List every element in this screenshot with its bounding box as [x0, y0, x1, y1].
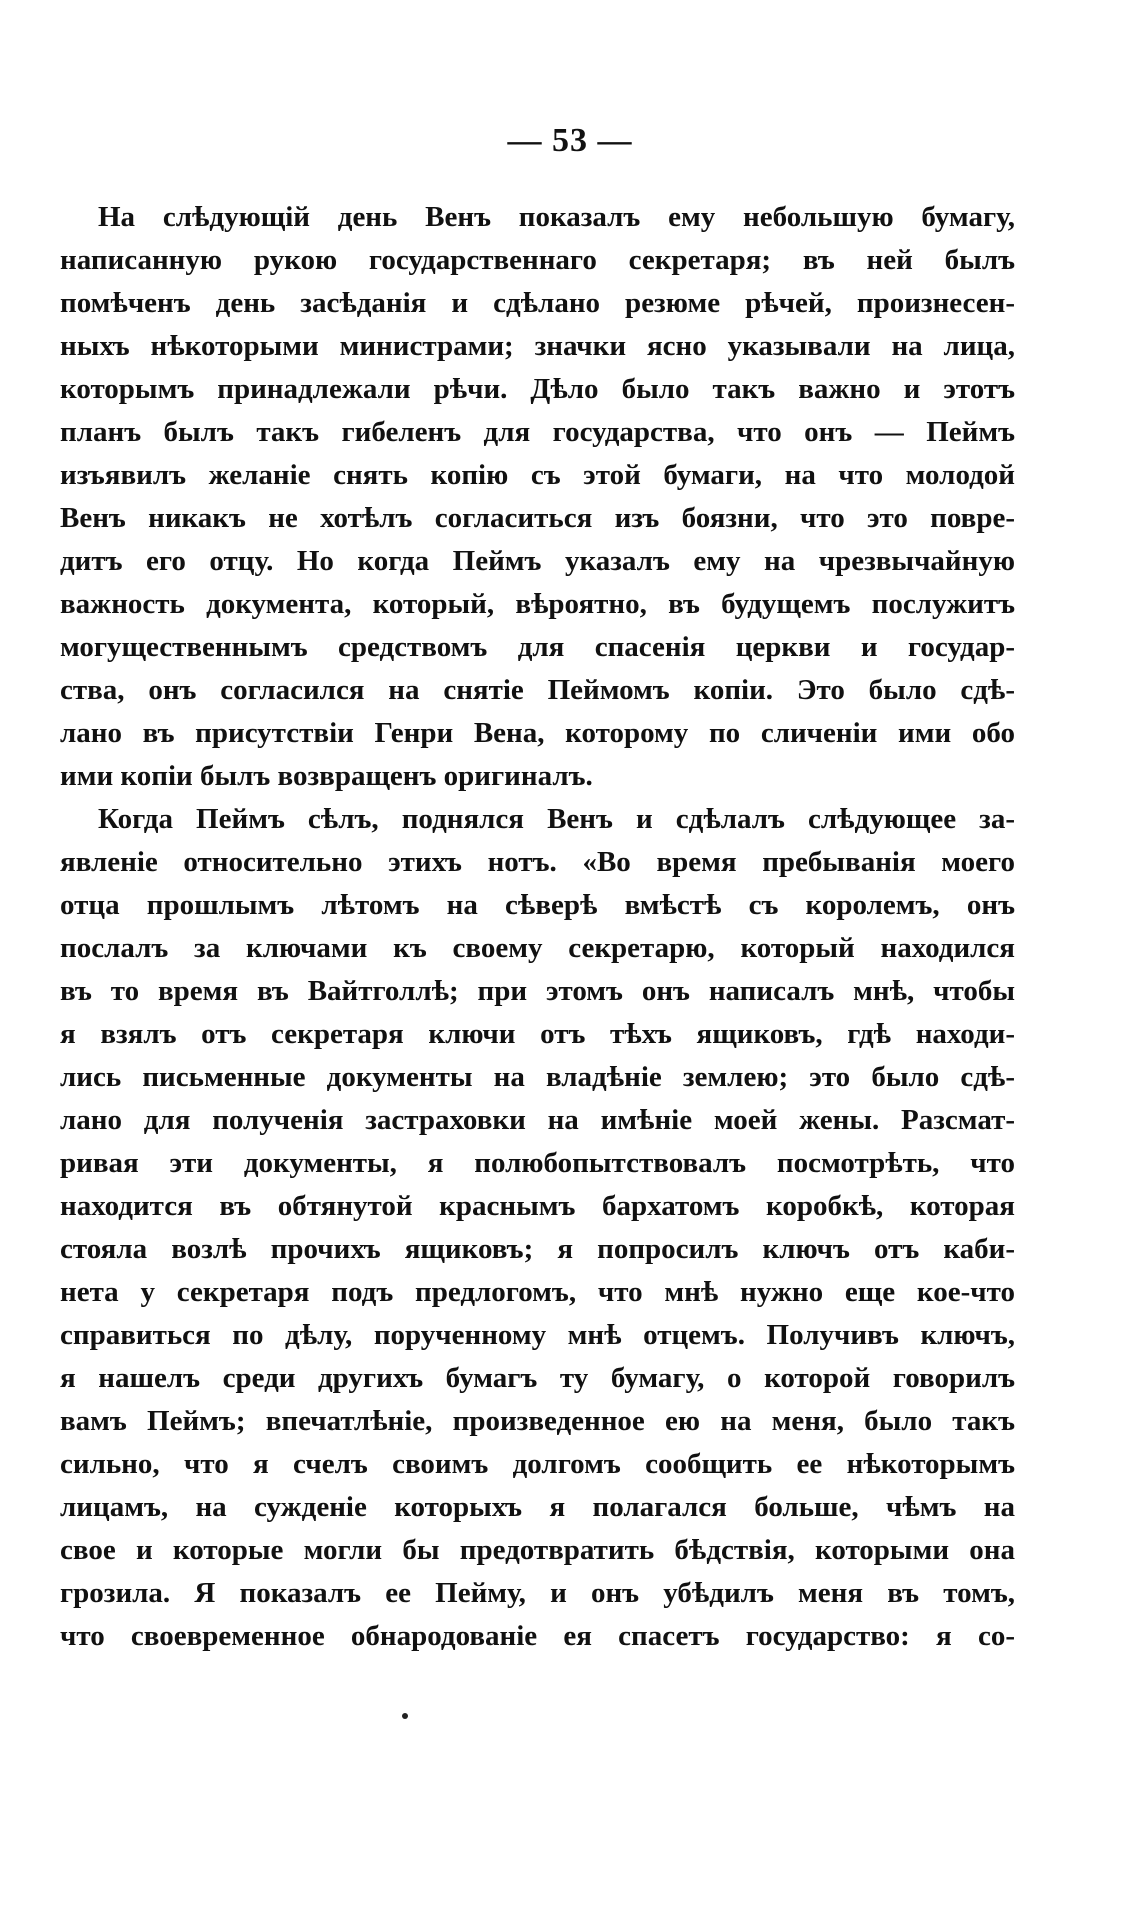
text-line: могущественнымъ средствомъ для спасенія церкви и государ-: [60, 631, 1015, 663]
text-line: свое и которые могли бы предотвратить бѣдствія, которыми она: [60, 1534, 1015, 1566]
text-line: лано для полученія застраховки на имѣніе моей жены. Разсмат-: [60, 1104, 1015, 1136]
text-line: въ то время въ Вайтголлѣ; при этомъ онъ написалъ мнѣ, чтобы: [60, 975, 1015, 1007]
text-line: сильно, что я счелъ своимъ долгомъ сообщить ее нѣкоторымъ: [60, 1448, 1015, 1480]
text-line: ныхъ нѣкоторыми министрами; значки ясно указывали на лица,: [60, 330, 1015, 362]
text-line: явленіе относительно этихъ нотъ. «Во время пребыванія моего: [60, 846, 1015, 878]
text-line: На слѣдующій день Венъ показалъ ему небольшую бумагу,: [98, 201, 1015, 233]
paragraph-2: [60, 798, 1015, 1658]
text-line: ривая эти документы, я полюбопытствовалъ посмотрѣть, что: [60, 1147, 1015, 1179]
body-text: [60, 196, 1015, 1658]
text-line: я взялъ отъ секретаря ключи отъ тѣхъ ящиковъ, гдѣ находи-: [60, 1018, 1015, 1050]
text-line: лицамъ, на сужденіе которыхъ я полагался больше, чѣмъ на: [60, 1491, 1015, 1523]
text-line: стояла возлѣ прочихъ ящиковъ; я попросилъ ключъ отъ каби-: [60, 1233, 1015, 1265]
text-line: планъ былъ такъ гибеленъ для государства, что онъ — Пеймъ: [60, 416, 1015, 448]
text-line: важность документа, который, вѣроятно, въ будущемъ послужитъ: [60, 588, 1015, 620]
text-line: Венъ никакъ не хотѣлъ согласиться изъ боязни, что это повре-: [60, 502, 1015, 534]
text-line: грозила. Я показалъ ее Пейму, и онъ убѣдилъ меня въ томъ,: [60, 1577, 1015, 1609]
page-number: — 53 —: [507, 122, 633, 159]
text-line: изъявилъ желаніе снять копію съ этой бумаги, на что молодой: [60, 459, 1015, 491]
text-line: отца прошлымъ лѣтомъ на сѣверѣ вмѣстѣ съ королемъ, онъ: [60, 889, 1015, 921]
text-line: лись письменные документы на владѣніе землею; это было сдѣ-: [60, 1061, 1015, 1093]
text-line: Когда Пеймъ сѣлъ, поднялся Венъ и сдѣлалъ слѣдующее за-: [98, 803, 1015, 835]
text-line: ими копіи былъ возвращенъ оригиналъ.: [60, 760, 593, 792]
text-line: помѣченъ день засѣданія и сдѣлано резюме рѣчей, произнесен-: [60, 287, 1015, 319]
text-line: ства, онъ согласился на снятіе Пеймомъ копіи. Это было сдѣ-: [60, 674, 1015, 706]
text-line: послалъ за ключами къ своему секретарю, который находился: [60, 932, 1015, 964]
paragraph-1: [60, 196, 1015, 798]
text-line: нета у секретаря подъ предлогомъ, что мнѣ нужно еще кое-что: [60, 1276, 1015, 1308]
text-line: вамъ Пеймъ; впечатлѣніе, произведенное ею на меня, было такъ: [60, 1405, 1015, 1437]
text-line: я нашелъ среди другихъ бумагъ ту бумагу, о которой говорилъ: [60, 1362, 1015, 1394]
ink-spot: [402, 1713, 408, 1719]
text-line: находится въ обтянутой краснымъ бархатомъ коробкѣ, которая: [60, 1190, 1015, 1222]
text-line: лано въ присутствіи Генри Вена, которому по сличеніи ими обо: [60, 717, 1015, 749]
text-line: которымъ принадлежали рѣчи. Дѣло было такъ важно и этотъ: [60, 373, 1015, 405]
text-line: что своевременное обнародованіе ея спасетъ государство: я со-: [60, 1620, 1015, 1652]
text-line: дитъ его отцу. Но когда Пеймъ указалъ ему на чрезвычайную: [60, 545, 1015, 577]
text-line: написанную рукою государственнаго секретаря; въ ней былъ: [60, 244, 1015, 276]
text-line: справиться по дѣлу, порученному мнѣ отцемъ. Получивъ ключъ,: [60, 1319, 1015, 1351]
